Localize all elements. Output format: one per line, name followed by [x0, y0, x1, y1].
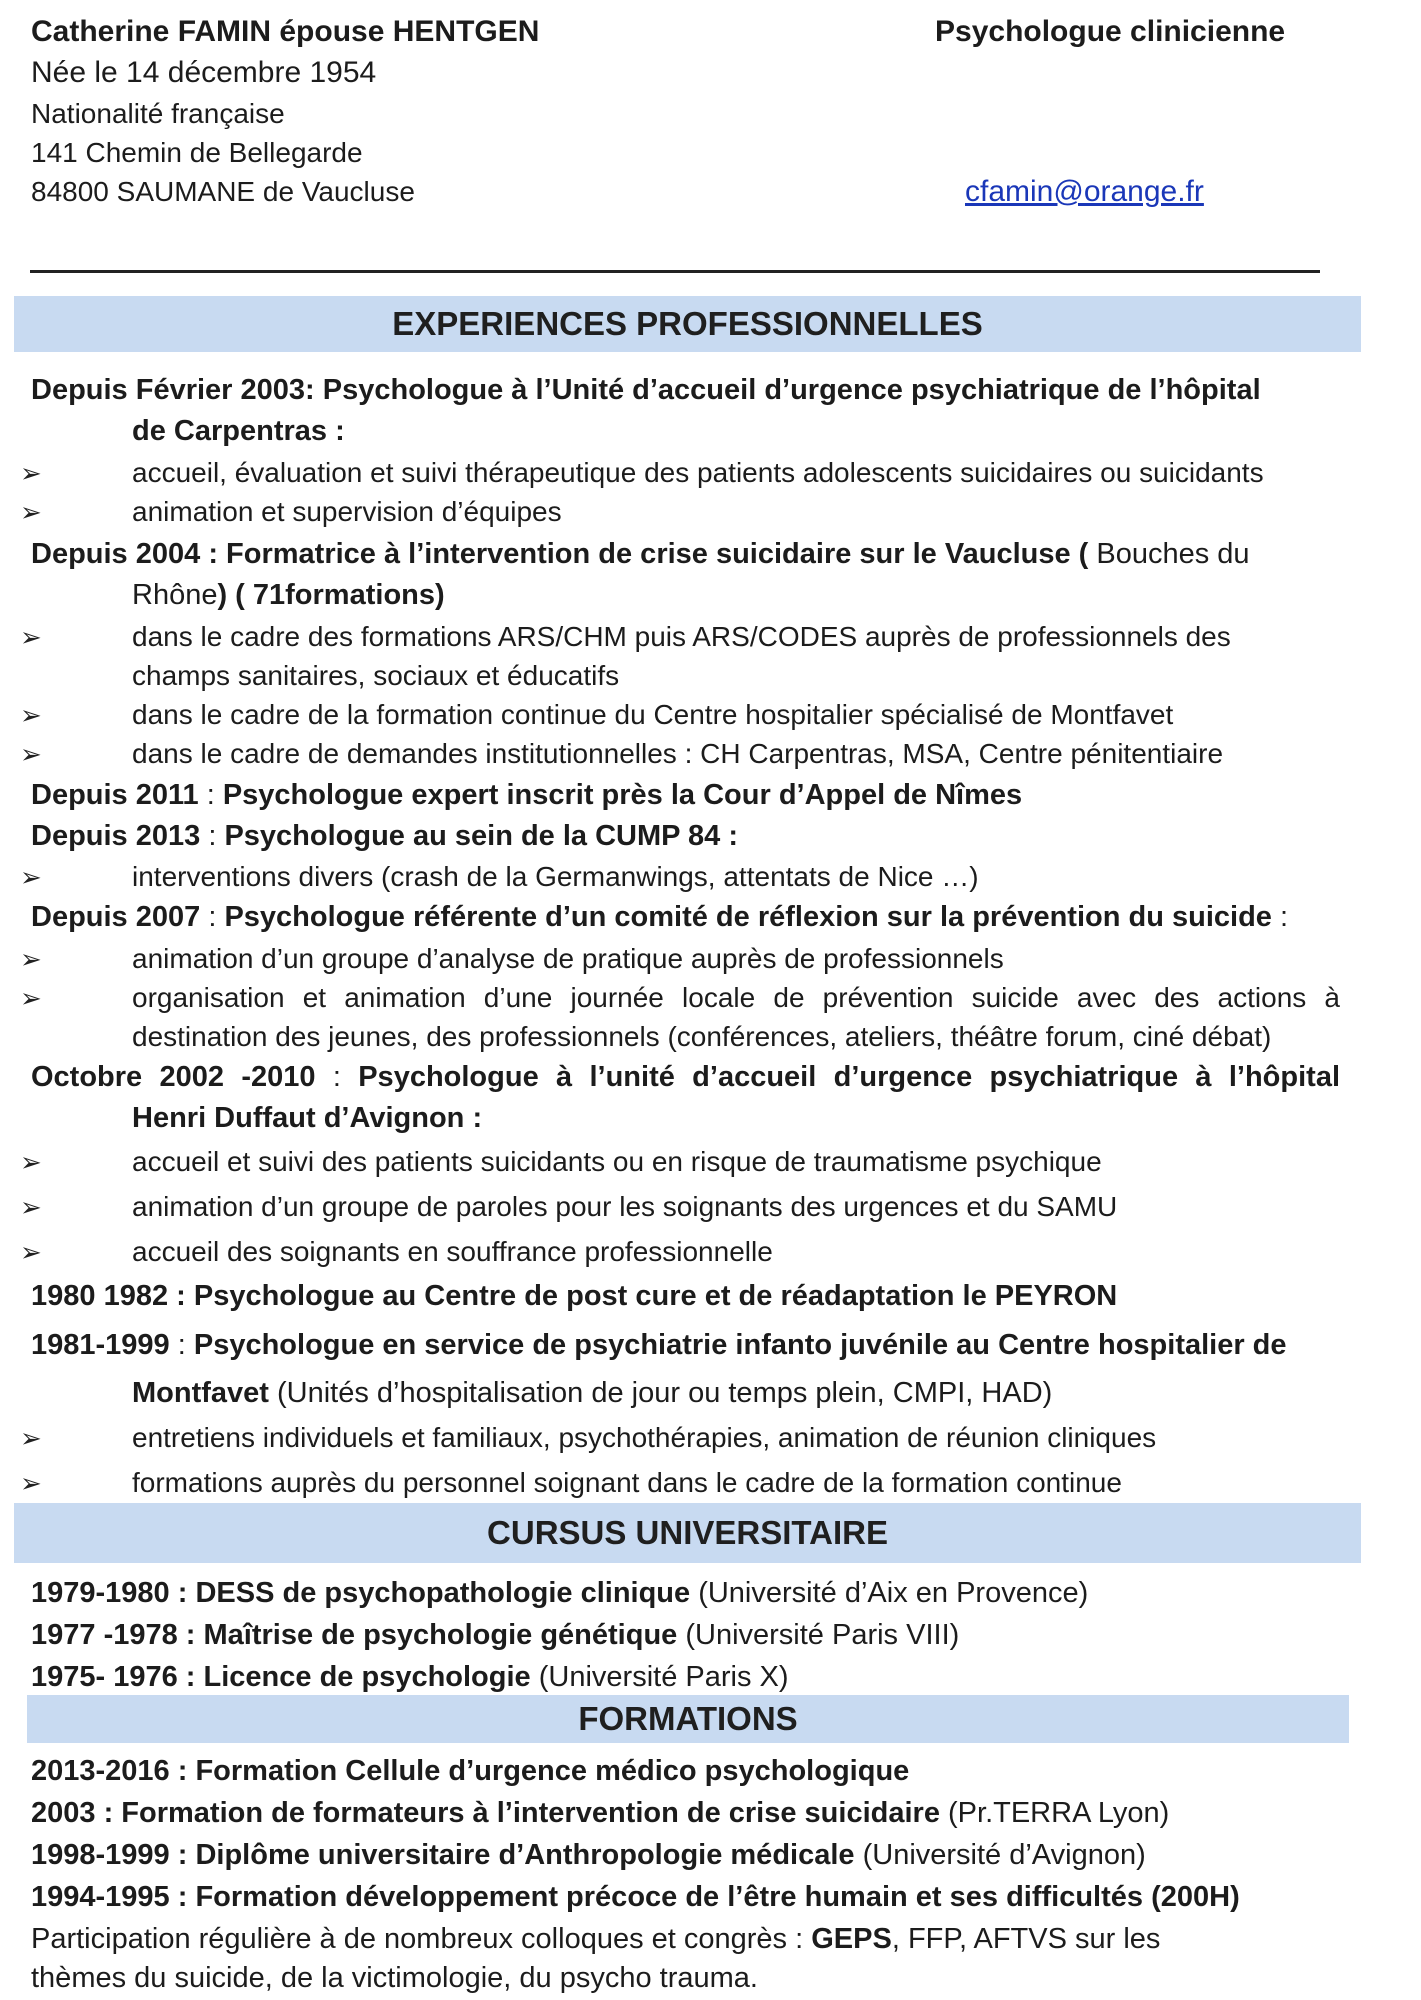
experience-entry-2004-cont: Rhône) ( 71formations) [132, 579, 445, 611]
bullet-arrow-icon: ➢ [20, 862, 42, 892]
bullet-arrow-icon: ➢ [20, 1423, 42, 1453]
experience-entry-2002: Octobre 2002 -2010 : Psychologue à l’unité d’accueil d’urgence psychiatrique à l’hôpital [31, 1061, 1340, 1093]
experience-entry-1981-cont: Montfavet (Unités d’hospitalisation de jour ou temps plein, CMPI, HAD) [132, 1377, 1053, 1409]
bullet-text-cont: champs sanitaires, sociaux et éducatifs [132, 660, 620, 691]
experience-entry-2002-cont: Henri Duffaut d’Avignon : [132, 1102, 483, 1134]
bullet-text: organisation et animation d’une journée locale de prévention suicide avec des actions à [132, 982, 1340, 1013]
bullet-text: accueil et suivi des patients suicidants ou en risque de traumatisme psychique [132, 1146, 1102, 1177]
cursus-item: 1977 -1978 : Maîtrise de psychologie génétique (Université Paris VIII) [31, 1619, 960, 1651]
experience-entry-2007: Depuis 2007 : Psychologue référente d’un comité de réflexion sur la prévention du suicide : [31, 901, 1289, 933]
bullet-arrow-icon: ➢ [20, 1147, 42, 1177]
address-street: 141 Chemin de Bellegarde [31, 137, 363, 168]
bullet-arrow-icon: ➢ [20, 458, 42, 488]
bullet-text: animation d’un groupe de paroles pour les soignants des urgences et du SAMU [132, 1191, 1118, 1222]
bullet-text: dans le cadre de demandes institutionnelles : CH Carpentras, MSA, Centre pénitentiaire [132, 738, 1224, 769]
bullet-text: accueil, évaluation et suivi thérapeutique des patients adolescents suicidaires ou suicidants [132, 457, 1264, 488]
formation-item: 1998-1999 : Diplôme universitaire d’Anthropologie médicale (Université d’Avignon) [31, 1839, 1146, 1871]
experience-entry-2013: Depuis 2013 : Psychologue au sein de la CUMP 84 : [31, 820, 738, 852]
section-cursus: CURSUS UNIVERSITAIRE [14, 1503, 1361, 1563]
bullet-arrow-icon: ➢ [20, 622, 42, 652]
experience-entry-2011: Depuis 2011 : Psychologue expert inscrit près la Cour d’Appel de Nîmes [31, 779, 1023, 811]
nationality: Nationalité française [31, 98, 285, 129]
formation-item: 2003 : Formation de formateurs à l’intervention de crise suicidaire (Pr.TERRA Lyon) [31, 1797, 1170, 1829]
participation-line-cont: thèmes du suicide, de la victimologie, du psycho trauma. [31, 1962, 758, 1994]
formation-item: 2013-2016 : Formation Cellule d’urgence médico psychologique [31, 1755, 910, 1787]
bullet-text: accueil des soignants en souffrance professionnelle [132, 1236, 773, 1267]
bullet-text: interventions divers (crash de la Germanwings, attentats de Nice …) [132, 861, 979, 892]
bullet-text: animation d’un groupe d’analyse de pratique auprès de professionnels [132, 943, 1004, 974]
bullet-arrow-icon: ➢ [20, 983, 42, 1013]
bullet-text: dans le cadre de la formation continue du Centre hospitalier spécialisé de Montfavet [132, 699, 1174, 730]
bullet-arrow-icon: ➢ [20, 1468, 42, 1498]
address-city: 84800 SAUMANE de Vaucluse [31, 176, 415, 207]
bullet-arrow-icon: ➢ [20, 944, 42, 974]
section-formations: FORMATIONS [27, 1695, 1349, 1743]
bullet-arrow-icon: ➢ [20, 1237, 42, 1267]
job-title: Psychologue clinicienne [935, 15, 1286, 48]
bullet-text: dans le cadre des formations ARS/CHM puis ARS/CODES auprès de professionnels des [132, 621, 1231, 652]
bullet-text: animation et supervision d’équipes [132, 496, 562, 527]
bullet-arrow-icon: ➢ [20, 739, 42, 769]
section-experiences: EXPERIENCES PROFESSIONNELLES [14, 296, 1361, 352]
email-link[interactable]: cfamin@orange.fr [965, 175, 1204, 208]
experience-entry-2004: Depuis 2004 : Formatrice à l’intervention de crise suicidaire sur le Vaucluse ( Bouches du [31, 538, 1250, 570]
formation-item: 1994-1995 : Formation développement précoce de l’être humain et ses difficultés (200H) [31, 1881, 1240, 1913]
header-divider [30, 270, 1320, 273]
bullet-text: formations auprès du personnel soignant dans le cadre de la formation continue [132, 1467, 1122, 1498]
participation-line: Participation régulière à de nombreux colloques et congrès : GEPS, FFP, AFTVS sur les [31, 1923, 1161, 1955]
cursus-item: 1979-1980 : DESS de psychopathologie clinique (Université d’Aix en Provence) [31, 1577, 1089, 1609]
experience-entry-1980: 1980 1982 : Psychologue au Centre de post cure et de réadaptation le PEYRON [31, 1280, 1118, 1312]
birth-date: Née le 14 décembre 1954 [31, 56, 377, 89]
experience-entry-2003: Depuis Février 2003: Psychologue à l’Unité d’accueil d’urgence psychiatrique de l’hôpital [31, 374, 1261, 406]
bullet-text-cont: destination des jeunes, des professionnels (conférences, ateliers, théâtre forum, ciné débat) [132, 1021, 1272, 1052]
bullet-text: entretiens individuels et familiaux, psychothérapies, animation de réunion cliniques [132, 1422, 1157, 1453]
bullet-arrow-icon: ➢ [20, 1192, 42, 1222]
bullet-arrow-icon: ➢ [20, 700, 42, 730]
experience-entry-1981: 1981-1999 : Psychologue en service de psychiatrie infanto juvénile au Centre hospitalier de [31, 1329, 1287, 1361]
person-name: Catherine FAMIN épouse HENTGEN [31, 15, 540, 48]
bullet-arrow-icon: ➢ [20, 497, 42, 527]
cursus-item: 1975- 1976 : Licence de psychologie (Université Paris X) [31, 1661, 789, 1693]
experience-entry-2003-cont: de Carpentras : [132, 415, 345, 447]
